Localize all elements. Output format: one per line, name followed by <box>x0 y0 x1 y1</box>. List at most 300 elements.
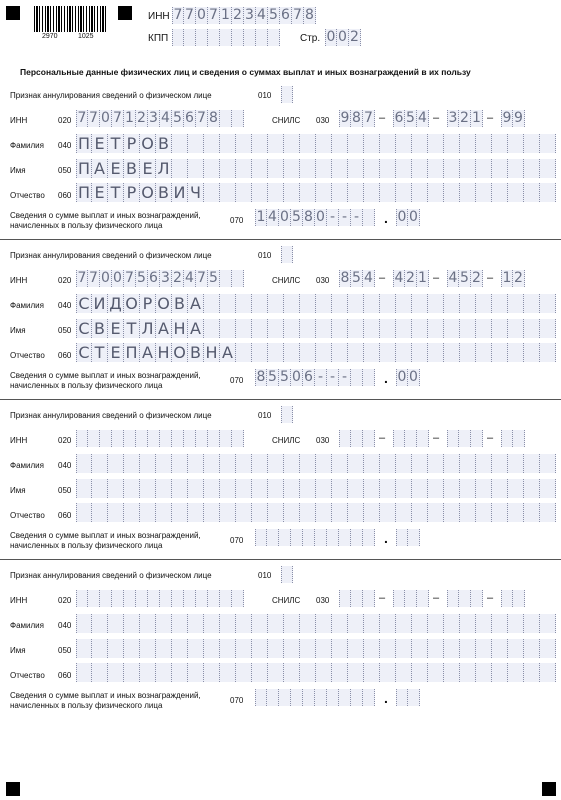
person-1-inn-field-cell: 7 <box>88 110 100 127</box>
person-3-surname-field-cell <box>540 454 556 473</box>
person-2-sum-int-field-cell: 5 <box>279 369 291 386</box>
person-1-snils-part-2[interactable] <box>393 110 429 127</box>
person-4-patronymic-label: Отчество <box>10 671 45 680</box>
person-4-sum-int-field[interactable] <box>255 689 375 706</box>
header-kpp-cell <box>196 29 208 46</box>
person-1-name-label: Имя <box>10 166 26 175</box>
person-1-sum-int-field[interactable] <box>255 209 375 226</box>
person-1-inn-field-cell <box>220 110 232 127</box>
person-2-sum-code: 070 <box>230 376 244 385</box>
person-4-name-field-cell <box>316 639 332 658</box>
person-3-separator <box>0 559 561 560</box>
person-4-snils-dash: – <box>433 592 440 604</box>
person-1-snils-part-3-cell: 3 <box>448 110 458 126</box>
person-1-surname-field-cell <box>284 134 300 153</box>
person-2-patronymic-field-cell <box>428 343 444 362</box>
person-3-patronymic-field-cell <box>124 503 140 522</box>
person-3-patronymic-field-cell <box>252 503 268 522</box>
person-3-name-field-cell <box>220 479 236 498</box>
person-2-name-label: Имя <box>10 326 26 335</box>
person-2-surname-field[interactable] <box>76 294 556 313</box>
person-2-sum-label-1: Сведения о сумме выплат и иных вознаграждений, <box>10 371 201 380</box>
person-1-surname-field-cell <box>476 134 492 153</box>
person-3-sum-frac-field-cell <box>408 529 420 546</box>
person-1-name-field-cell <box>508 159 524 178</box>
person-2-snils-part-3[interactable] <box>447 270 483 287</box>
person-4-name-field-cell <box>524 639 540 658</box>
person-3-sum-frac-field-cell <box>396 529 408 546</box>
person-3-snils-dash: – <box>379 432 386 444</box>
person-4-surname-code: 040 <box>58 621 72 630</box>
person-3-name-field[interactable] <box>76 479 556 498</box>
person-4-patronymic-code: 060 <box>58 671 72 680</box>
person-4-patronymic-field-cell <box>300 663 316 682</box>
person-3-snils-label: СНИЛС <box>272 436 301 445</box>
person-1-snils-part-2-cell: 6 <box>394 110 404 126</box>
person-4-name-field-cell <box>348 639 364 658</box>
person-2-snils-part-2-cell: 1 <box>417 270 429 287</box>
person-3-inn-field-cell <box>160 430 172 447</box>
person-2-snils-code: 030 <box>316 276 330 285</box>
person-3-surname-field[interactable] <box>76 454 556 473</box>
person-1-surname-field-cell: О <box>140 134 156 153</box>
person-4-inn-code: 020 <box>58 596 72 605</box>
person-2-name-field-cell: Т <box>124 319 140 338</box>
person-2-surname-field-cell <box>524 294 540 313</box>
person-3-snils-part-3-cell <box>459 430 471 447</box>
person-4-name-field-cell <box>236 639 252 658</box>
person-2-name-field-cell <box>412 319 428 338</box>
person-3-name-field-cell <box>316 479 332 498</box>
person-3-patronymic-field-cell <box>316 503 332 522</box>
person-2-patronymic-field-cell <box>540 343 556 362</box>
header-inn-cell: 8 <box>304 7 316 24</box>
person-3-surname-field-cell <box>108 454 124 473</box>
person-4-surname-field-cell <box>524 614 540 633</box>
person-3-surname-field-cell <box>364 454 380 473</box>
header-inn-cell: 7 <box>173 7 183 23</box>
person-4-name-label: Имя <box>10 646 26 655</box>
person-3-sum-int-field-cell <box>327 529 339 546</box>
person-1-surname-field-cell <box>220 134 236 153</box>
person-4-name-field-cell <box>140 639 156 658</box>
person-3-name-field-cell <box>108 479 124 498</box>
person-3-sum-label-2: начисленных в пользу физического лица <box>10 541 163 550</box>
person-2-surname-field-cell: И <box>92 294 108 313</box>
person-1-surname-field[interactable] <box>76 134 556 153</box>
person-3-patronymic-field-cell <box>156 503 172 522</box>
person-4-annul-field[interactable] <box>281 566 293 583</box>
person-2-snils-part-2[interactable] <box>393 270 429 287</box>
person-1-sum-int-field-cell: - <box>351 209 363 226</box>
person-1-name-field-cell <box>428 159 444 178</box>
person-3-surname-field-cell <box>284 454 300 473</box>
person-4-name-field-cell <box>252 639 268 658</box>
person-2-snils-dash: – <box>487 272 494 284</box>
person-1-annul-field[interactable] <box>281 86 293 103</box>
person-4-snils-part-1-cell <box>339 590 351 607</box>
person-1-sum-int-field-cell: 0 <box>279 209 291 226</box>
person-3-inn-field[interactable] <box>76 430 244 447</box>
person-2-name-field-cell <box>364 319 380 338</box>
header-kpp-field[interactable] <box>172 29 280 46</box>
person-4-inn-field-cell <box>100 590 112 607</box>
person-3-sum-int-field-cell <box>279 529 291 546</box>
header-inn-cell: 5 <box>268 7 280 24</box>
person-3-surname-field-cell <box>460 454 476 473</box>
header-page-field[interactable] <box>325 29 361 46</box>
person-4-name-field-cell <box>428 639 444 658</box>
person-2-annul-label: Признак аннулирования сведений о физическом лице <box>10 251 212 260</box>
person-1-name-field-cell <box>268 159 284 178</box>
person-2-patronymic-field-cell: Е <box>108 343 124 362</box>
person-1-inn-field-cell: 4 <box>160 110 172 127</box>
person-4-surname-field-cell <box>348 614 364 633</box>
person-4-name-field-cell <box>412 639 428 658</box>
barcode-number-left: 2970 <box>42 33 58 40</box>
person-1-sum-frac-field-cell: 0 <box>397 209 407 225</box>
person-4-snils-part-2-cell <box>393 590 405 607</box>
person-1-inn-field[interactable] <box>76 110 244 127</box>
person-4-annul-code: 010 <box>258 571 272 580</box>
person-3-patronymic-field-cell <box>92 503 108 522</box>
person-4-patronymic-field-cell <box>188 663 204 682</box>
corner-marker-top-left <box>6 6 20 20</box>
person-2-sum-int-field-cell <box>351 369 363 386</box>
person-1-sum-decimal-point: . <box>384 210 388 226</box>
person-4-snils-part-1-cell <box>351 590 363 607</box>
person-1-surname-field-cell <box>316 134 332 153</box>
person-3-patronymic-field-cell <box>412 503 428 522</box>
person-2-surname-field-cell <box>284 294 300 313</box>
person-3-patronymic-field[interactable] <box>76 503 556 522</box>
person-4-sum-int-field-cell <box>267 689 279 706</box>
person-4-patronymic-field[interactable] <box>76 663 556 682</box>
person-2-surname-field-cell <box>396 294 412 313</box>
person-4-surname-field-cell <box>540 614 556 633</box>
person-2-sum-int-field[interactable] <box>255 369 375 386</box>
person-4-name-field-cell <box>508 639 524 658</box>
person-4-patronymic-field-cell <box>156 663 172 682</box>
person-2-surname-field-cell: С <box>76 294 92 313</box>
person-1-name-field-cell <box>252 159 268 178</box>
person-1-inn-field-cell: 1 <box>124 110 136 127</box>
header-inn-cell: 6 <box>280 7 292 24</box>
person-2-surname-field-cell <box>204 294 220 313</box>
person-1-surname-field-cell <box>508 134 524 153</box>
header-inn-cell: 1 <box>220 7 232 24</box>
person-1-inn-label: ИНН <box>10 116 28 125</box>
person-3-inn-field-cell <box>208 430 220 447</box>
person-2-snils-part-2-cell: 4 <box>394 270 404 286</box>
person-4-surname-field-cell <box>508 614 524 633</box>
person-4-surname-field-cell <box>284 614 300 633</box>
person-3-name-field-cell <box>524 479 540 498</box>
person-1-name-field-cell <box>444 159 460 178</box>
person-1-separator <box>0 239 561 240</box>
person-3-sum-frac-field[interactable] <box>396 529 420 546</box>
person-4-inn-field[interactable] <box>76 590 244 607</box>
person-2-inn-field-cell: 4 <box>184 270 196 287</box>
person-4-patronymic-field-cell <box>332 663 348 682</box>
person-4-surname-field-cell <box>268 614 284 633</box>
person-1-surname-field-cell <box>396 134 412 153</box>
person-3-patronymic-field-cell <box>460 503 476 522</box>
header-kpp-cell <box>232 29 244 46</box>
person-2-surname-field-cell <box>364 294 380 313</box>
person-2-sum-int-field-cell: - <box>315 369 327 386</box>
person-4-surname-field-cell <box>108 614 124 633</box>
header-inn-field[interactable] <box>172 7 316 24</box>
person-2-snils-part-1-cell: 8 <box>340 270 350 286</box>
person-3-inn-field-cell <box>124 430 136 447</box>
person-3-annul-field[interactable] <box>281 406 293 423</box>
person-1-inn-field-cell: 2 <box>136 110 148 127</box>
person-1-sum-int-field-cell: 8 <box>303 209 315 226</box>
person-3-annul-label: Признак аннулирования сведений о физическом лице <box>10 411 212 420</box>
person-4-snils-dash: – <box>379 592 386 604</box>
person-2-snils-part-4[interactable] <box>501 270 525 287</box>
person-3-sum-int-field-cell <box>267 529 279 546</box>
person-4-sum-frac-field[interactable] <box>396 689 420 706</box>
person-1-patronymic-field-cell: О <box>140 183 156 202</box>
person-1-name-field-cell: Е <box>108 159 124 178</box>
person-4-surname-field-cell <box>156 614 172 633</box>
person-2-surname-field-cell: О <box>156 294 172 313</box>
person-4-sum-label-2: начисленных в пользу физического лица <box>10 701 163 710</box>
person-1-sum-frac-field[interactable] <box>396 209 420 226</box>
person-1-surname-field-cell <box>428 134 444 153</box>
person-2-snils-part-2-cell: 2 <box>405 270 417 287</box>
person-1-patronymic-field-cell <box>284 183 300 202</box>
person-4-sum-int-field-cell <box>327 689 339 706</box>
person-3-annul-field-cell <box>281 406 293 423</box>
person-2-snils-part-1-cell: 5 <box>351 270 363 287</box>
person-3-sum-int-field-cell <box>339 529 351 546</box>
person-1-patronymic-field-cell <box>252 183 268 202</box>
person-1-sum-label-2: начисленных в пользу физического лица <box>10 221 163 230</box>
person-3-sum-int-field-cell <box>315 529 327 546</box>
person-3-name-field-cell <box>156 479 172 498</box>
person-2-patronymic-field[interactable] <box>76 343 556 362</box>
person-2-patronymic-field-cell <box>444 343 460 362</box>
person-3-surname-field-cell <box>524 454 540 473</box>
person-3-surname-code: 040 <box>58 461 72 470</box>
person-3-surname-field-cell <box>300 454 316 473</box>
person-3-name-field-cell <box>140 479 156 498</box>
person-3-patronymic-field-cell <box>332 503 348 522</box>
person-2-name-field-cell <box>444 319 460 338</box>
person-3-inn-label: ИНН <box>10 436 28 445</box>
person-4-inn-field-cell <box>208 590 220 607</box>
person-2-patronymic-field-cell: Н <box>204 343 220 362</box>
person-3-name-field-cell <box>460 479 476 498</box>
person-4-patronymic-field-cell <box>492 663 508 682</box>
person-1-snils-part-1[interactable] <box>339 110 375 127</box>
person-4-snils-part-4[interactable] <box>501 590 525 607</box>
person-4-patronymic-field-cell <box>380 663 396 682</box>
person-2-inn-field-cell <box>220 270 232 287</box>
person-1-name-field-cell <box>380 159 396 178</box>
person-1-patronymic-field-cell <box>268 183 284 202</box>
person-3-name-field-cell <box>444 479 460 498</box>
person-1-snils-part-3[interactable] <box>447 110 483 127</box>
person-2-surname-field-cell <box>428 294 444 313</box>
person-4-sum-code: 070 <box>230 696 244 705</box>
person-4-annul-field-cell <box>281 566 293 583</box>
person-2-annul-code: 010 <box>258 251 272 260</box>
person-1-patronymic-field-cell <box>236 183 252 202</box>
person-3-snils-part-4[interactable] <box>501 430 525 447</box>
person-3-inn-field-cell <box>232 430 244 447</box>
person-2-annul-field[interactable] <box>281 246 293 263</box>
person-1-snils-part-4-cell: 9 <box>502 110 512 126</box>
header-kpp-cell <box>220 29 232 46</box>
person-1-patronymic-field-cell <box>444 183 460 202</box>
person-1-patronymic-code: 060 <box>58 191 72 200</box>
person-4-patronymic-field-cell <box>412 663 428 682</box>
person-4-surname-field[interactable] <box>76 614 556 633</box>
person-2-patronymic-field-cell <box>284 343 300 362</box>
person-4-surname-field-cell <box>460 614 476 633</box>
person-1-inn-field-cell: 7 <box>196 110 208 127</box>
person-3-name-field-cell <box>428 479 444 498</box>
person-3-sum-int-field-cell <box>255 529 267 546</box>
person-3-snils-part-1-cell <box>363 430 375 447</box>
person-3-surname-label: Фамилия <box>10 461 44 470</box>
person-2-patronymic-field-cell: Н <box>156 343 172 362</box>
person-1-snils-part-4[interactable] <box>501 110 525 127</box>
person-3-name-field-cell <box>508 479 524 498</box>
person-3-surname-field-cell <box>172 454 188 473</box>
person-3-sum-int-field[interactable] <box>255 529 375 546</box>
person-3-name-field-cell <box>284 479 300 498</box>
person-3-snils-part-3-cell <box>471 430 483 447</box>
person-4-snils-part-3[interactable] <box>447 590 483 607</box>
person-3-name-field-cell <box>76 479 92 498</box>
person-2-separator <box>0 399 561 400</box>
person-4-patronymic-field-cell <box>172 663 188 682</box>
person-3-name-code: 050 <box>58 486 72 495</box>
person-4-patronymic-field-cell <box>540 663 556 682</box>
person-3-patronymic-field-cell <box>428 503 444 522</box>
person-1-name-field-cell <box>332 159 348 178</box>
corner-marker-top-right <box>118 6 132 20</box>
person-2-sum-frac-field[interactable] <box>396 369 420 386</box>
person-1-surname-field-cell: В <box>156 134 172 153</box>
person-2-snils-part-1[interactable] <box>339 270 375 287</box>
person-3-surname-field-cell <box>492 454 508 473</box>
person-3-snils-part-2-cell <box>393 430 405 447</box>
person-4-patronymic-field-cell <box>316 663 332 682</box>
person-4-inn-field-cell <box>232 590 244 607</box>
person-3-surname-field-cell <box>412 454 428 473</box>
person-4-surname-field-cell <box>252 614 268 633</box>
person-4-name-field[interactable] <box>76 639 556 658</box>
person-2-sum-label-2: начисленных в пользу физического лица <box>10 381 163 390</box>
person-2-sum-int-field-cell: - <box>327 369 339 386</box>
person-2-patronymic-field-cell: С <box>76 343 92 362</box>
person-3-inn-field-cell <box>76 430 88 447</box>
person-4-snils-part-4-cell <box>501 590 513 607</box>
person-1-patronymic-field-cell <box>396 183 412 202</box>
person-2-patronymic-field-cell <box>380 343 396 362</box>
person-2-patronymic-field-cell <box>412 343 428 362</box>
person-4-surname-field-cell <box>204 614 220 633</box>
person-2-patronymic-field-cell <box>348 343 364 362</box>
person-3-name-field-cell <box>380 479 396 498</box>
person-2-patronymic-field-cell: Т <box>92 343 108 362</box>
person-1-patronymic-field-cell: Ч <box>188 183 204 202</box>
person-3-snils-part-2-cell <box>405 430 417 447</box>
person-2-inn-field-cell: 3 <box>160 270 172 287</box>
person-3-snils-part-3[interactable] <box>447 430 483 447</box>
person-1-surname-field-cell <box>268 134 284 153</box>
person-1-snils-dash: – <box>487 112 494 124</box>
person-3-name-field-cell <box>188 479 204 498</box>
person-3-snils-part-4-cell <box>501 430 513 447</box>
person-2-patronymic-field-cell <box>396 343 412 362</box>
person-1-patronymic-field-cell: И <box>172 183 188 202</box>
person-4-surname-field-cell <box>300 614 316 633</box>
person-4-snils-part-3-cell <box>459 590 471 607</box>
person-4-snils-part-1[interactable] <box>339 590 375 607</box>
person-1-surname-field-cell <box>188 134 204 153</box>
person-3-surname-field-cell <box>332 454 348 473</box>
person-2-surname-field-cell: А <box>188 294 204 313</box>
person-3-name-field-cell <box>476 479 492 498</box>
person-2-patronymic-field-cell <box>492 343 508 362</box>
person-4-surname-label: Фамилия <box>10 621 44 630</box>
header-kpp-cell <box>268 29 280 46</box>
person-2-patronymic-field-cell: А <box>220 343 236 362</box>
person-4-snils-part-2[interactable] <box>393 590 429 607</box>
person-1-name-field-cell <box>460 159 476 178</box>
person-3-snils-part-2[interactable] <box>393 430 429 447</box>
person-2-sum-int-field-cell: 5 <box>267 369 279 386</box>
person-3-snils-part-1[interactable] <box>339 430 375 447</box>
person-2-snils-dash: – <box>433 272 440 284</box>
person-3-surname-field-cell <box>444 454 460 473</box>
person-4-inn-field-cell <box>148 590 160 607</box>
person-1-patronymic-field-cell <box>460 183 476 202</box>
person-3-surname-field-cell <box>140 454 156 473</box>
person-4-patronymic-field-cell <box>268 663 284 682</box>
person-4-name-field-cell <box>172 639 188 658</box>
person-3-surname-field-cell <box>204 454 220 473</box>
person-4-name-field-cell <box>92 639 108 658</box>
person-1-surname-field-cell: Е <box>92 134 108 153</box>
person-4-snils-code: 030 <box>316 596 330 605</box>
person-2-name-field[interactable] <box>76 319 556 338</box>
person-4-sum-int-field-cell <box>291 689 303 706</box>
person-2-inn-field[interactable] <box>76 270 244 287</box>
person-2-name-field-cell <box>236 319 252 338</box>
person-1-patronymic-field[interactable] <box>76 183 556 202</box>
header-kpp-cell <box>208 29 220 46</box>
header-kpp-cell <box>244 29 256 46</box>
person-2-snils-part-4-cell: 1 <box>502 270 512 286</box>
person-2-surname-field-cell <box>444 294 460 313</box>
person-2-name-field-cell <box>428 319 444 338</box>
person-4-name-field-cell <box>476 639 492 658</box>
person-2-surname-field-cell <box>316 294 332 313</box>
person-1-snils-code: 030 <box>316 116 330 125</box>
person-1-surname-field-cell <box>236 134 252 153</box>
person-1-name-field[interactable] <box>76 159 556 178</box>
person-2-name-field-cell <box>268 319 284 338</box>
person-3-snils-part-1-cell <box>351 430 363 447</box>
